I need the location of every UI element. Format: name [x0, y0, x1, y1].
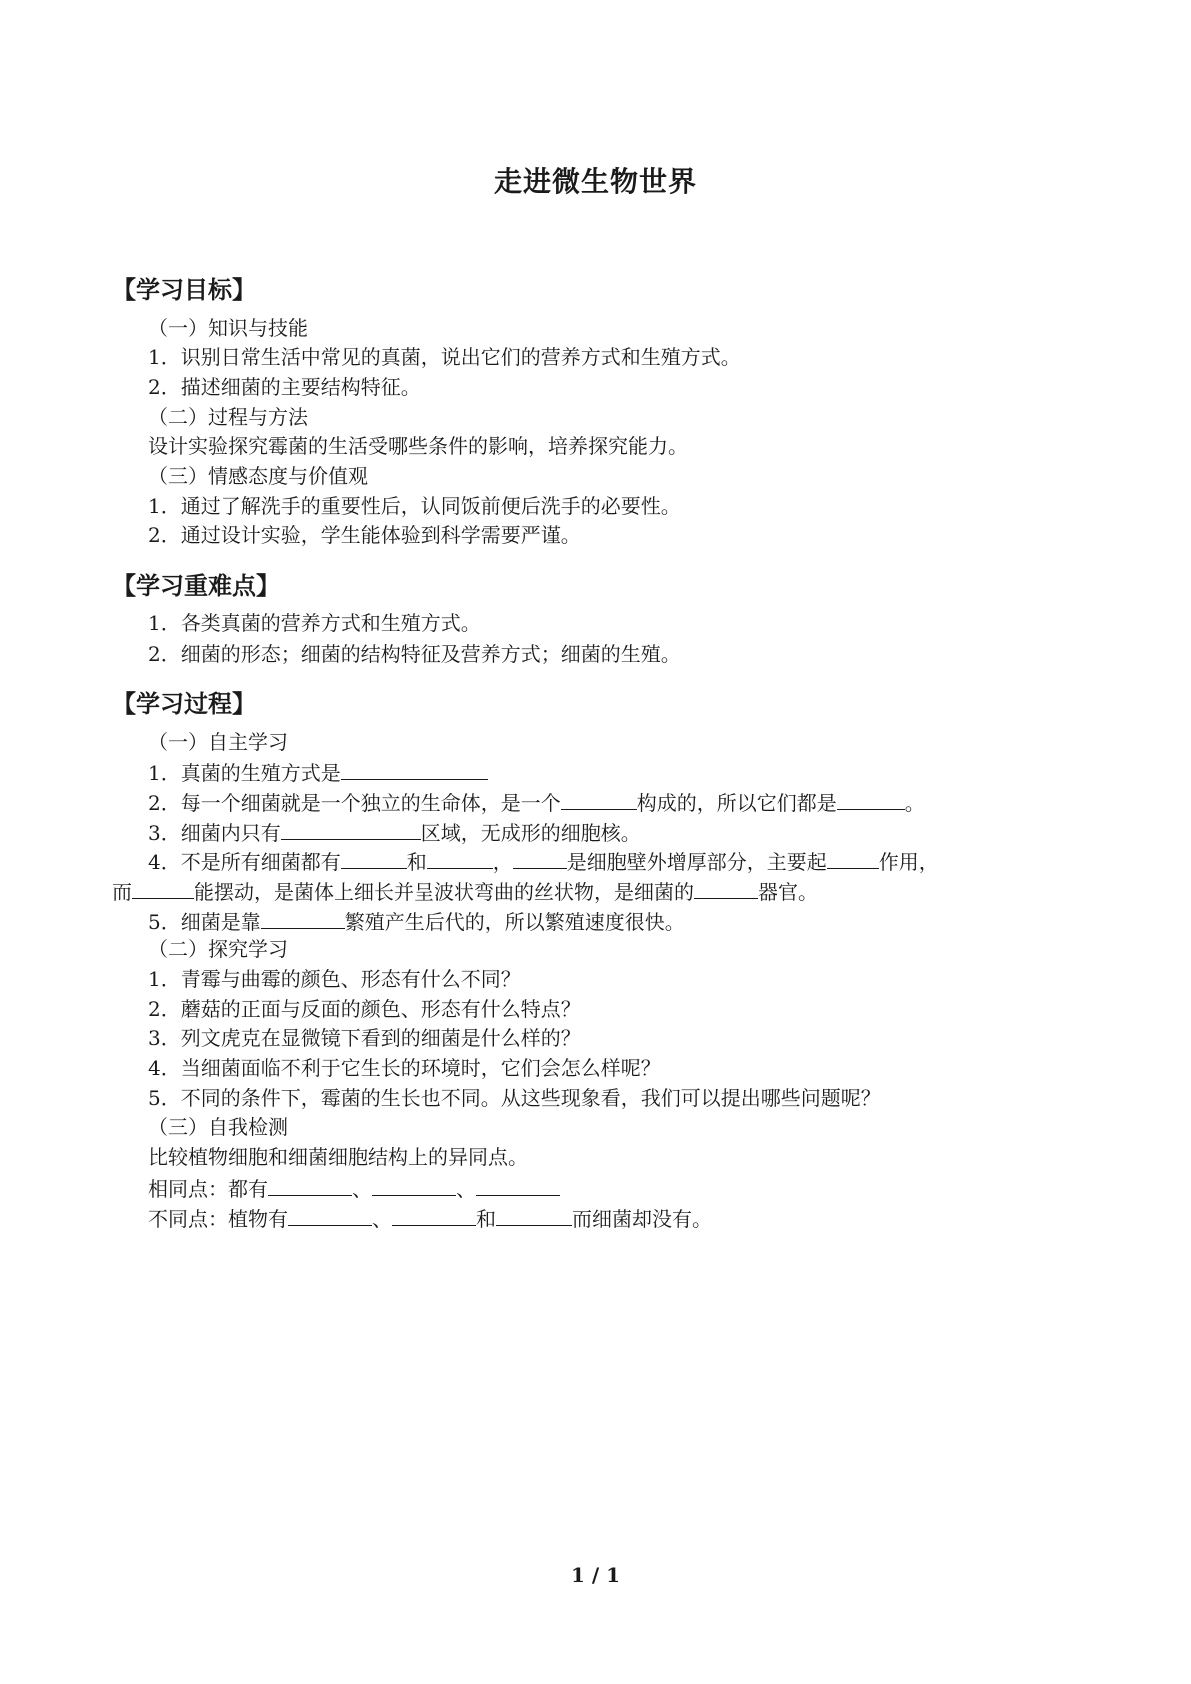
differences-and: 和 — [476, 1207, 496, 1231]
q5-text-b: 繁殖产生后代的，所以繁殖速度很快。 — [344, 910, 685, 934]
fill-blank[interactable] — [341, 757, 488, 780]
objectives-sub2: （二）过程与方法 — [148, 405, 308, 429]
process-sub1: （一）自主学习 — [148, 730, 288, 754]
fill-blank[interactable] — [513, 846, 567, 869]
q4-text-b: 和 — [406, 850, 427, 874]
q4-text-d: 是细胞壁外增厚部分，主要起 — [566, 850, 827, 874]
fill-blank[interactable] — [827, 846, 879, 869]
fill-blank[interactable] — [392, 1203, 476, 1226]
fill-blank[interactable] — [261, 906, 345, 929]
fill-blank[interactable] — [372, 1173, 456, 1196]
fill-blank[interactable] — [496, 1203, 572, 1226]
process-sub3: （三）自我检测 — [148, 1115, 288, 1139]
q2-text-a: 2．每一个细菌就是一个独立的生命体，是一个 — [148, 791, 561, 815]
fill-blank[interactable] — [341, 846, 407, 869]
fill-blank[interactable] — [281, 817, 421, 840]
process-q4-line2 — [112, 876, 818, 906]
fill-blank[interactable] — [561, 787, 637, 810]
explore-item1: 1．青霉与曲霉的颜色、形态有什么不同？ — [148, 967, 521, 991]
q4-text-f: 而 — [112, 880, 132, 904]
q1-text: 1．真菌的生殖方式是 — [148, 761, 341, 785]
process-q5 — [148, 906, 685, 936]
q5-text-a: 5．细菌是靠 — [148, 910, 261, 934]
objectives-item3: 设计实验探究霉菌的生活受哪些条件的影响，培养探究能力。 — [148, 434, 688, 458]
page-number: 1 / 1 — [570, 1563, 621, 1587]
explore-item3: 3．列文虎克在显微镜下看到的细菌是什么样的？ — [148, 1026, 581, 1050]
check-intro: 比较植物细胞和细菌细胞结构上的异同点。 — [148, 1145, 528, 1169]
fill-blank[interactable] — [288, 1203, 372, 1226]
q4-text-h: 器官。 — [758, 880, 818, 904]
objectives-item4: 1．通过了解洗手的重要性后，认同饭前便后洗手的必要性。 — [148, 494, 681, 518]
differences-label: 不同点：植物有 — [148, 1207, 288, 1231]
objectives-heading: 【学习目标】 — [112, 275, 256, 304]
q4-text-c: ， — [492, 850, 513, 874]
process-q3 — [148, 817, 641, 847]
fill-blank[interactable] — [427, 846, 493, 869]
q4-text-e: 作用， — [878, 850, 939, 874]
check-differences — [148, 1203, 712, 1233]
objectives-sub3: （三）情感态度与价值观 — [148, 464, 368, 488]
process-q4-line1 — [148, 846, 939, 876]
fill-blank[interactable] — [837, 787, 905, 810]
objectives-item2: 2．描述细菌的主要结构特征。 — [148, 375, 421, 399]
fill-blank[interactable] — [268, 1173, 352, 1196]
process-q2 — [148, 787, 925, 817]
separator: 、 — [372, 1207, 392, 1231]
objectives-item5: 2．通过设计实验，学生能体验到科学需要严谨。 — [148, 523, 581, 547]
explore-item5: 5．不同的条件下，霉菌的生长也不同。从这些现象看，我们可以提出哪些问题呢？ — [148, 1086, 881, 1110]
fill-blank[interactable] — [476, 1173, 560, 1196]
objectives-item1: 1．识别日常生活中常见的真菌，说出它们的营养方式和生殖方式。 — [148, 345, 741, 369]
similarities-label: 相同点：都有 — [148, 1177, 268, 1201]
key-points-item1: 1．各类真菌的营养方式和生殖方式。 — [148, 611, 481, 635]
fill-blank[interactable] — [694, 876, 758, 899]
q3-text-b: 区域，无成形的细胞核。 — [420, 821, 641, 845]
explore-item4: 4．当细菌面临不利于它生长的环境时，它们会怎么样呢？ — [148, 1056, 661, 1080]
separator: 、 — [456, 1177, 476, 1201]
q4-text-a: 4．不是所有细菌都有 — [148, 850, 341, 874]
key-points-item2: 2．细菌的形态；细菌的结构特征及营养方式；细菌的生殖。 — [148, 642, 681, 666]
q3-text-a: 3．细菌内只有 — [148, 821, 281, 845]
q2-text-b: 构成的，所以它们都是 — [636, 791, 837, 815]
objectives-sub1: （一）知识与技能 — [148, 316, 308, 340]
process-q1 — [148, 757, 488, 787]
q2-text-c: 。 — [904, 791, 925, 815]
process-sub2: （二）探究学习 — [148, 937, 288, 961]
page-title: 走进微生物世界 — [493, 165, 697, 198]
fill-blank[interactable] — [132, 876, 194, 899]
process-heading: 【学习过程】 — [112, 689, 256, 718]
separator: 、 — [352, 1177, 372, 1201]
check-similarities — [148, 1173, 560, 1203]
differences-tail: 而细菌却没有。 — [572, 1207, 712, 1231]
q4-text-g: 能摆动，是菌体上细长并呈波状弯曲的丝状物，是细菌的 — [194, 880, 694, 904]
key-points-heading: 【学习重难点】 — [112, 571, 280, 600]
explore-item2: 2．蘑菇的正面与反面的颜色、形态有什么特点？ — [148, 997, 581, 1021]
